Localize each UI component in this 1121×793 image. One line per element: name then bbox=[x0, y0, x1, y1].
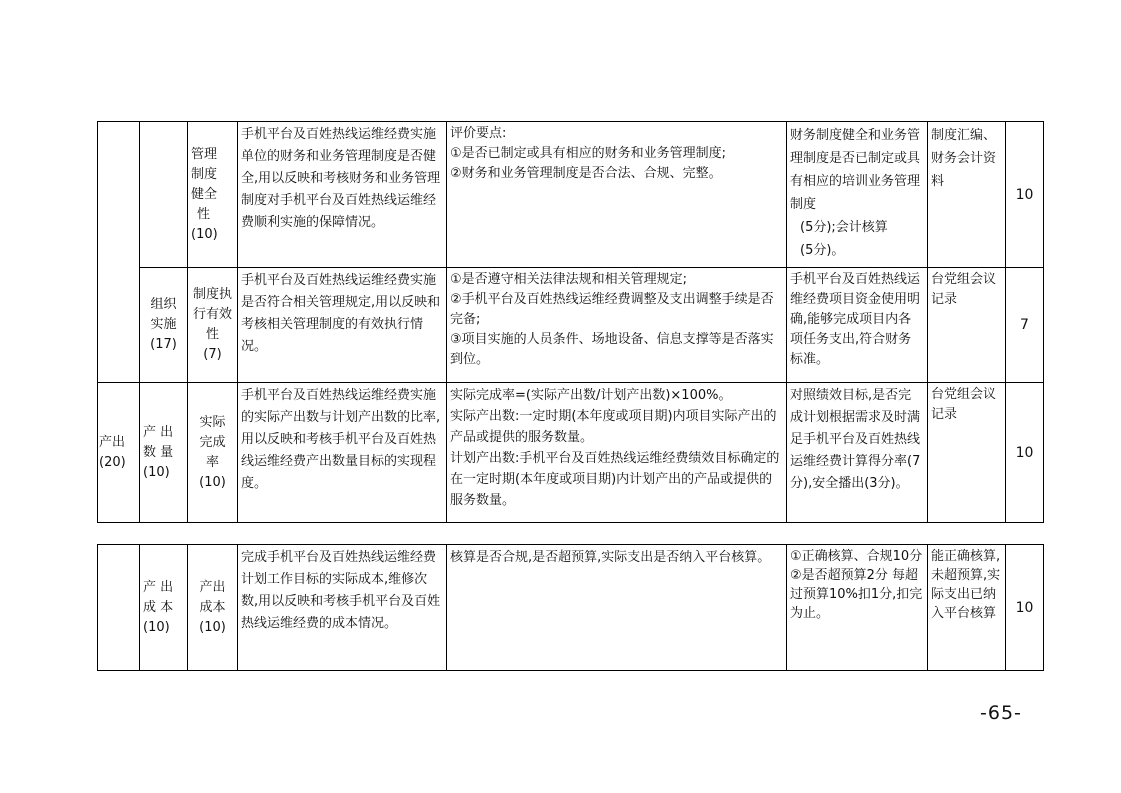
indicator-line: 管理 bbox=[191, 146, 218, 162]
category-line: 成 本 bbox=[143, 599, 174, 615]
standard-text: 对照绩效目标,是否完成计划根据需求及时满足手机平台及百姓热线运维经费计算得分率(7分),安全播出(3分)。 bbox=[790, 388, 921, 491]
indicator-line: 实际 bbox=[199, 414, 226, 430]
source-text: 台党组会议记录 bbox=[931, 387, 997, 422]
source-cell bbox=[928, 268, 1006, 383]
indicator-cell bbox=[188, 268, 238, 383]
score-value: 10 bbox=[1015, 186, 1034, 203]
points-line: ①是否已制定或具有相应的财务和业务管理制度; bbox=[450, 146, 727, 161]
explanation-cell bbox=[238, 268, 447, 383]
points-text: 核算是否合规,是否超预算,实际支出是否纳入平台核算。 bbox=[450, 550, 771, 565]
points-line: ①是否遵守相关法律法规和相关管理规定; bbox=[450, 272, 688, 287]
table-row bbox=[98, 122, 1044, 268]
points-line: 实际完成率=(实际产出数/计划产出数)×100%。 bbox=[450, 388, 732, 403]
category-line: 产 出 bbox=[143, 424, 174, 440]
explanation-cell bbox=[238, 545, 447, 671]
explanation-text: 手机平台及百姓热线运维经费实施单位的财务和业务管理制度是否健全,用以反映和考核财务和业务管理制度对手机平台及百姓热线运维经费顺利实施的保障情况。 bbox=[241, 127, 441, 230]
category-cell bbox=[140, 545, 188, 671]
explanation-cell bbox=[238, 383, 447, 523]
points-cell bbox=[447, 383, 787, 523]
standard-line: 财务制度健全和业务管理制度是否已制定或具有相应的培训业务管理制度 bbox=[790, 128, 921, 212]
level1-cell bbox=[98, 383, 140, 523]
score-cell bbox=[1006, 383, 1044, 523]
points-cell bbox=[447, 122, 787, 268]
indicator-line: 性 bbox=[197, 206, 211, 222]
category-cell-empty bbox=[140, 122, 188, 268]
category-line: (17) bbox=[150, 337, 177, 352]
category-line: 实施 bbox=[150, 317, 177, 332]
indicator-cell bbox=[188, 122, 238, 268]
points-cell bbox=[447, 268, 787, 383]
category-line: 组织 bbox=[150, 297, 177, 312]
explanation-text: 手机平台及百姓热线运维经费实施的实际产出数与计划产出数的比率,用以反映和考核手机平台及百姓热线运维经费产出数量目标的实现程度。 bbox=[241, 388, 441, 491]
indicator-line: 制度 bbox=[191, 166, 218, 182]
points-line: 评价要点: bbox=[450, 126, 507, 141]
standard-cell bbox=[787, 268, 928, 383]
standard-cell bbox=[787, 545, 928, 671]
standard-text: ①正确核算、合规10分 ②是否超预算2分 每超过预算10%扣1分,扣完为止。 bbox=[790, 549, 923, 621]
standard-line: (5分);会计核算 bbox=[800, 220, 888, 235]
level1-cell-empty bbox=[98, 545, 140, 671]
score-cell bbox=[1006, 268, 1044, 383]
standard-cell bbox=[787, 383, 928, 523]
indicator-line: 成本 bbox=[199, 599, 226, 615]
points-line: ②手机平台及百姓热线运维经费调整及支出调整手续是否完备; bbox=[450, 292, 774, 327]
source-text: 台党组会议记录 bbox=[931, 272, 997, 307]
level1-cell-empty bbox=[98, 122, 140, 383]
category-cell bbox=[140, 383, 188, 523]
indicator-line: (7) bbox=[203, 347, 222, 362]
category-line: 数 量 bbox=[143, 444, 174, 460]
indicator-line: 行有效 bbox=[192, 307, 232, 322]
source-cell bbox=[928, 122, 1006, 268]
points-line: 实际产出数:一定时期(本年度或项目期)内项目实际产出的产品或提供的服务数量。 bbox=[450, 409, 777, 445]
score-value: 10 bbox=[1015, 444, 1034, 461]
source-text: 能正确核算,未超预算,实际支出已纳入平台核算 bbox=[931, 549, 1001, 621]
table-row bbox=[98, 545, 1044, 671]
explanation-text: 手机平台及百姓热线运维经费实施是否符合相关管理规定,用以反映和考核相关管理制度的有效执行情况。 bbox=[241, 273, 441, 354]
evaluation-table-top bbox=[97, 121, 1044, 523]
table-row bbox=[98, 268, 1044, 383]
score-cell bbox=[1006, 545, 1044, 671]
indicator-line: 率 bbox=[205, 454, 219, 470]
standard-text: 手机平台及百姓热线运维经费项目资金使用明确,能够完成项目内各项任务支出,符合财务标准。 bbox=[790, 272, 921, 367]
indicator-line: 性 bbox=[205, 327, 219, 342]
score-value: 7 bbox=[1020, 317, 1029, 333]
indicator-cell bbox=[188, 545, 238, 671]
points-line: ③项目实施的人员条件、场地设备、信息支撑等是否落实到位。 bbox=[450, 332, 774, 367]
points-cell bbox=[447, 545, 787, 671]
indicator-line: (10) bbox=[199, 619, 226, 635]
points-line: 计划产出数:手机平台及百姓热线运维经费绩效目标确定的在一定时期(本年度或项目期)内计划产出的产品或提供的服务数量。 bbox=[450, 451, 780, 508]
indicator-line: 产出 bbox=[199, 579, 226, 595]
source-cell bbox=[928, 545, 1006, 671]
standard-line: (5分)。 bbox=[800, 243, 845, 258]
standard-cell bbox=[787, 122, 928, 268]
score-cell bbox=[1006, 122, 1044, 268]
indicator-cell bbox=[188, 383, 238, 523]
level1-line: 产出 bbox=[99, 434, 126, 450]
indicator-line: 完成 bbox=[199, 434, 226, 450]
indicator-line: (10) bbox=[199, 474, 226, 490]
indicator-line: 制度执 bbox=[192, 287, 232, 302]
evaluation-table-bottom bbox=[97, 544, 1044, 671]
points-line: ②财务和业务管理制度是否合法、合规、完整。 bbox=[450, 166, 722, 181]
category-line: 产 出 bbox=[143, 579, 174, 595]
indicator-line: 健全 bbox=[191, 186, 218, 202]
page-number: -65- bbox=[980, 702, 1022, 724]
category-cell bbox=[140, 268, 188, 383]
category-line: (10) bbox=[143, 464, 170, 480]
explanation-cell bbox=[238, 122, 447, 268]
source-cell bbox=[928, 383, 1006, 523]
category-line: (10) bbox=[143, 619, 170, 635]
indicator-line: (10) bbox=[191, 226, 218, 242]
table-row bbox=[98, 383, 1044, 523]
score-value: 10 bbox=[1015, 599, 1034, 616]
source-text: 制度汇编、财务会计资料 bbox=[931, 128, 997, 189]
explanation-text: 完成手机平台及百姓热线运维经费计划工作目标的实际成本,维修次数,用以反映和考核手机平台及百姓热线运维经费的成本情况。 bbox=[241, 550, 441, 631]
level1-line: (20) bbox=[99, 454, 126, 470]
